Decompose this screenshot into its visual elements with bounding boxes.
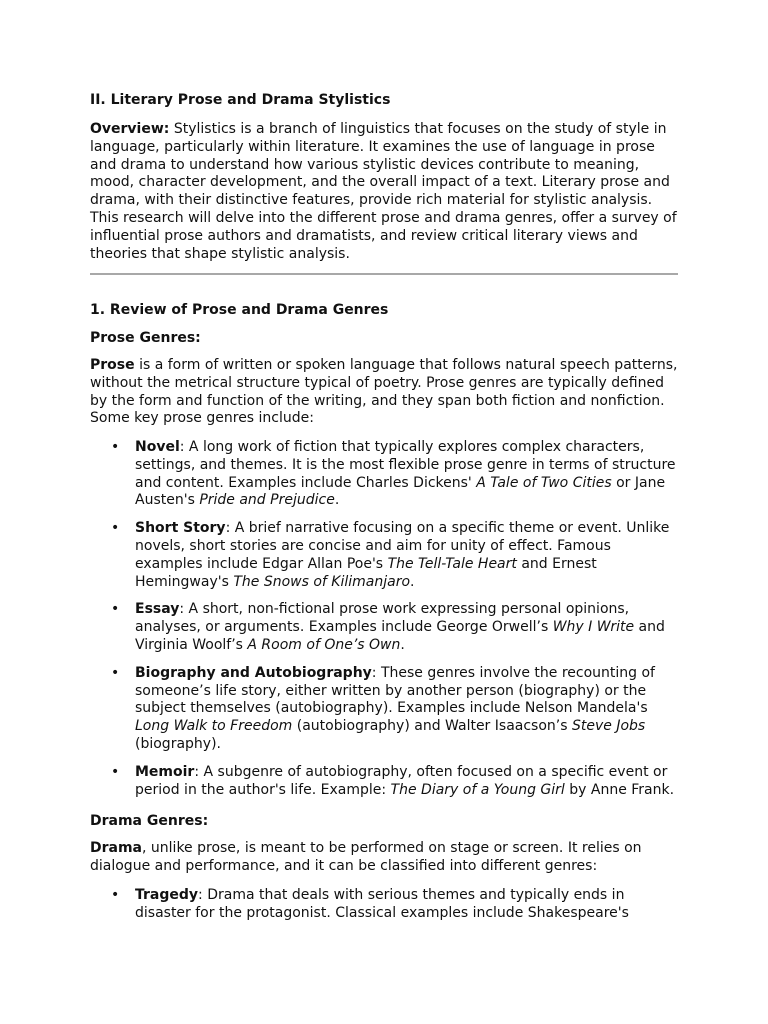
list-item (90, 665, 680, 754)
work-title: The Diary of a Young Girl (390, 781, 565, 798)
genre-text: (autobiography) and Walter Isaacson’s (292, 718, 572, 735)
drama-intro-text: , unlike prose, is meant to be performed on stage or screen. It relies on dialogue and performance, and it can be classified into different genres: (90, 840, 642, 874)
drama-term: Drama (90, 840, 143, 856)
work-title: A Tale of Two Cities (476, 474, 612, 491)
genre-text: (biography). (135, 735, 221, 752)
list-item (90, 520, 680, 591)
subsection-heading: 1. Review of Prose and Drama Genres (90, 302, 389, 318)
horizontal-rule (90, 273, 678, 275)
overview-label: Overview: (90, 121, 170, 137)
work-title: Steve Jobs (571, 718, 646, 735)
genre-text: : A long work of fiction that typically explores complex characters, settings, and themes. It is the most flexible prose genre in terms of structure and content. Examples include Charles Dickens' (135, 439, 676, 491)
prose-intro-text: is a form of written or spoken language that follows natural speech patterns, without the metrical structure typical of poetry. Prose genres are typically defined by the form and function of the writing, and they span both fiction and nonfiction. Some key prose genres include: (90, 357, 678, 427)
genre-term: Essay (135, 601, 180, 618)
work-title: Long Walk to Freedom (135, 718, 293, 735)
drama-genres-list (90, 887, 680, 923)
work-title: Pride and Prejudice (199, 492, 335, 509)
prose-genres-list (90, 439, 680, 799)
genre-text: . (400, 636, 405, 653)
bullet-icon: • (111, 763, 120, 780)
list-item (90, 764, 680, 800)
genre-text: or Jane Austen's (135, 474, 666, 509)
overview-text: Stylistics is a branch of linguistics that focuses on the study of style in language, particularly within literature. It examines the use of language in prose and drama to understand how various stylistic devices contribute to meaning, mood, character development, and the overall impact of a text. Literary prose and drama, with their distinctive features, provide rich material for stylistic analysis. This research will delve into the different prose and drama genres, offer a survey of influential prose authors and dramatists, and review critical literary views and theories that shape stylistic analysis. (90, 121, 677, 262)
overview-paragraph (90, 121, 680, 263)
work-title: Why I Write (552, 619, 635, 636)
genre-text: : Drama that deals with serious themes and typically ends in disaster for the protagonist. Classical examples include Shakespeare's (135, 887, 629, 921)
bullet-icon: • (111, 887, 120, 903)
bullet-icon: • (111, 601, 120, 618)
genre-text: and Ernest Hemingway's (135, 555, 597, 590)
genre-text: : A subgenre of autobiography, often focused on a specific event or period in the author's life. Example: (135, 763, 668, 798)
work-title: A Room of One’s Own (247, 636, 401, 653)
work-title: The Tell-Tale Heart (387, 555, 517, 572)
list-item (90, 439, 680, 510)
prose-intro-paragraph (90, 357, 680, 428)
genre-term: Short Story (135, 520, 226, 537)
genre-text: by Anne Frank. (564, 781, 675, 798)
bullet-icon: • (111, 520, 120, 537)
bullet-icon: • (111, 439, 120, 455)
drama-genres-heading: Drama Genres: (90, 813, 209, 829)
prose-genres-heading: Prose Genres: (90, 330, 201, 346)
genre-text: . (334, 492, 340, 509)
genre-text: : A brief narrative focusing on a specific theme or event. Unlike novels, short stories are concise and aim for unity of effect. Famous examples include Edgar Allan Poe's (135, 520, 670, 572)
list-item (90, 887, 680, 923)
genre-text: : A short, non-fictional prose work expressing personal opinions, analyses, or arguments. Examples include George Orwell’s (135, 601, 630, 636)
genre-text: and Virginia Woolf’s (135, 619, 665, 653)
genre-term: Tragedy (135, 887, 199, 903)
genre-text: : These genres involve the recounting of someone’s life story, either written by another person (biography) or the subject themselves (autobiography). Examples include Nelson Mandela's (135, 664, 655, 717)
list-item (90, 601, 680, 654)
bullet-icon: • (111, 664, 120, 681)
genre-term: Biography and Autobiography (135, 664, 372, 681)
genre-text: . (410, 573, 415, 590)
section-title: II. Literary Prose and Drama Stylistics (90, 92, 391, 108)
genre-term: Memoir (135, 763, 195, 780)
prose-term: Prose (90, 357, 135, 373)
genre-term: Novel (135, 439, 180, 455)
work-title: The Snows of Kilimanjaro (233, 573, 411, 590)
drama-intro-paragraph (90, 840, 680, 876)
